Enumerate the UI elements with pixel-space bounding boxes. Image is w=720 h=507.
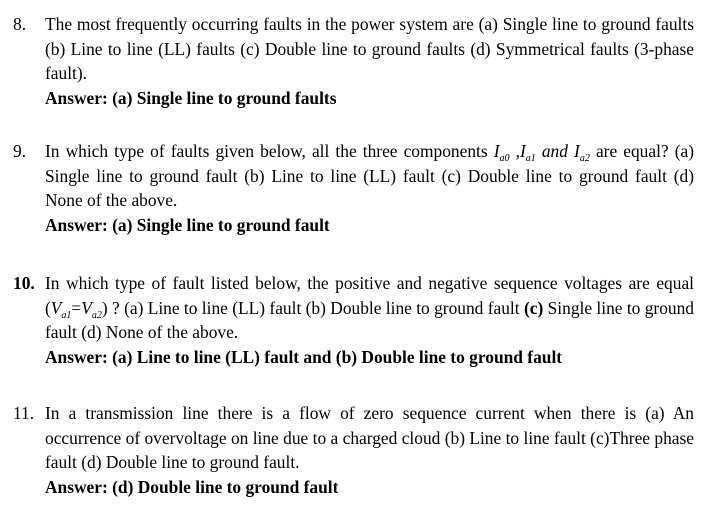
question-text: In a transmission line there is a flow of zero sequence current when there is (a) An occurrence of overvoltage on line due to a charged cloud (b) Line to line fault (c)Three phase fault (d) Double line to ground fault. [45, 403, 694, 472]
question-text: The most frequently occurring faults in the power system are (a) Single line to ground faults (b) Line to line (LL) faults (c) Double line to ground faults (d) Symmetrical faults (3-phase fault). [45, 14, 694, 83]
math-subscript: a2 [91, 309, 102, 321]
math-subscript: a2 [579, 153, 590, 164]
math-symbol-i: I [574, 141, 580, 161]
question-9-body [13, 139, 694, 213]
math-symbol-i: I [493, 141, 500, 161]
question-11-body [13, 401, 694, 475]
question-number: 8. [13, 14, 27, 34]
math-equals: = [71, 297, 82, 318]
math-symbol-v: V [81, 297, 92, 318]
answer: Answer: (d) Double line to ground fault [45, 476, 339, 497]
question-number: 10. [13, 273, 35, 293]
math-subscript: a0 [499, 153, 510, 164]
option-label: (c) [523, 297, 544, 318]
question-8 [13, 12, 694, 110]
question-text: In which type of fault listed below, the positive and negative sequence voltages are equal ( [45, 273, 694, 318]
answer: Answer: (a) Single line to ground faults [45, 87, 337, 108]
question-10 [13, 271, 694, 369]
question-text: ) ? (a) Line to line (LL) fault (b) Double line to ground fault [101, 297, 520, 318]
question-number: 9. [13, 141, 27, 161]
math-symbol-i: I [519, 141, 526, 161]
answer: Answer: (a) Line to line (LL) fault and (b) Double line to ground fault [45, 346, 563, 367]
answer: Answer: (a) Single line to ground fault [45, 214, 330, 235]
math-subscript: a1 [61, 309, 72, 321]
math-current-components [493, 141, 590, 164]
question-text: Single line to ground fault (d) None of the above. [45, 297, 694, 342]
question-8-body [13, 12, 694, 86]
math-voltage-equation [50, 297, 102, 321]
math-subscript: a1 [525, 153, 536, 164]
question-number: 11. [13, 403, 35, 423]
math-conjunction: and [541, 141, 568, 161]
math-separator: , [515, 141, 520, 161]
question-10-body [13, 271, 694, 345]
question-11 [13, 401, 694, 499]
math-symbol-v: V [50, 297, 62, 318]
question-text: In which type of faults given below, all the three components [45, 141, 488, 161]
question-text: are equal? (a) Single line to ground fault (b) Line to line (LL) fault (c) Double line to ground fault (d) None of the above. [45, 141, 695, 210]
question-9 [13, 139, 694, 237]
